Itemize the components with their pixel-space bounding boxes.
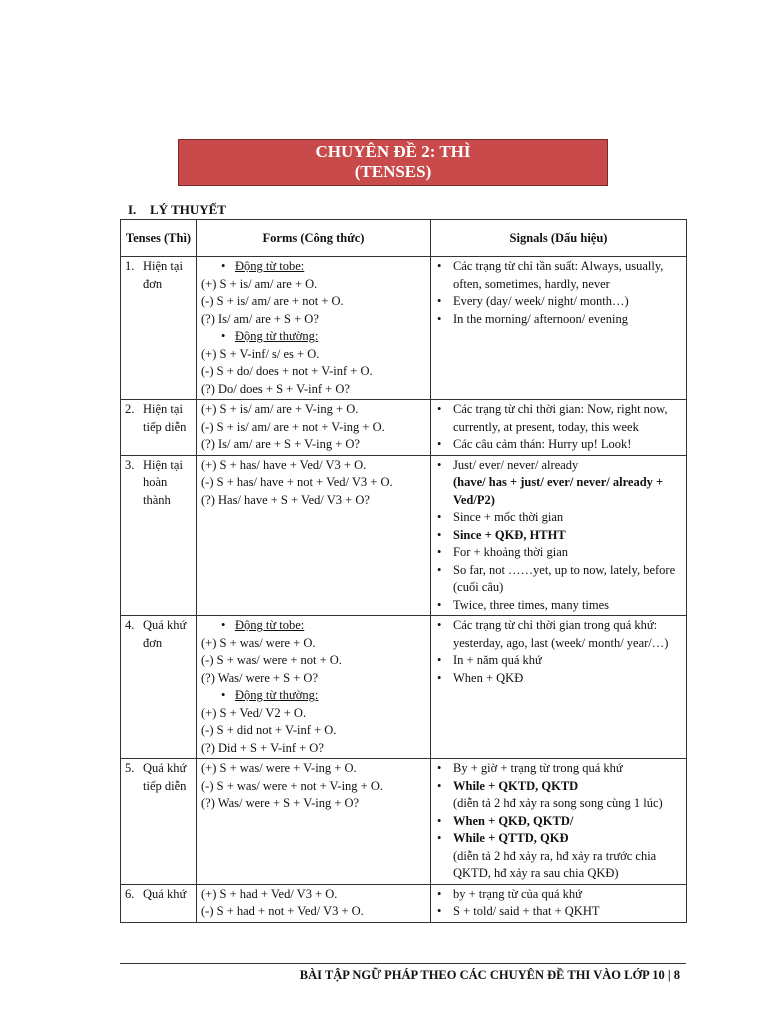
signals-list [435,401,682,454]
tense-name: Quá khứ tiếp diễn [143,761,187,793]
formula-line: (+) S + is/ am/ are + O. [201,276,318,291]
tense-number: 2. [125,402,135,416]
signal-item [435,401,682,436]
forms-cell [197,759,431,885]
table-row [121,257,687,400]
header-forms: Forms (Công thức) [197,220,431,257]
tense-cell [121,759,197,885]
signal-text: For + khoảng thời gian [453,545,569,559]
tense-cell [121,257,197,400]
tenses-table [120,219,687,923]
signals-list [435,617,682,687]
signal-item [435,760,682,778]
signal-item [435,597,682,615]
verb-type-heading: • Động từ tobe: [201,617,426,635]
tense-name: Hiện tại hoàn thành [143,457,183,507]
formula-line: (-) S + do/ does + not + V-inf + O. [201,364,373,378]
signal-item [435,617,682,652]
signals-list [435,258,682,328]
signals-cell [431,616,687,759]
formula-line: (?) Is/ am/ are + S + O? [201,311,319,326]
header-signals: Signals (Dấu hiệu) [431,220,687,257]
signal-text: When + QKĐ [453,670,524,685]
signal-item [435,652,682,670]
tense-name: Quá khứ đơn [143,618,187,650]
signal-text: Các trạng từ chỉ thời gian: Now, right now, currently, at present, today, this week [453,402,668,434]
signal-note: (diễn tả 2 hđ xảy ra, hđ xảy ra trước chia QKTD, hđ xảy ra sau chia QKĐ) [453,848,657,880]
signal-note: (diễn tả 2 hđ xảy ra song song cùng 1 lúc) [453,796,663,810]
tense-label [125,760,192,795]
formula-line: (-) S + is/ am/ are + not + O. [201,294,344,308]
signal-text: Every (day/ week/ night/ month…) [453,294,629,308]
formula-line: (?) Has/ have + S + Ved/ V3 + O? [201,492,370,507]
signal-text: S + told/ said + that + QKHT [453,904,600,918]
signal-note: (have/ has + just/ ever/ never/ already + Ved/P2) [453,475,664,507]
signals-list [435,886,682,921]
signal-text: While + QTTD, QKĐ [453,831,569,845]
table-row [121,759,687,885]
verb-type-heading: • Động từ tobe: [201,258,426,276]
formula-line: (-) S + did not + V-inf + O. [201,723,337,737]
tense-name: Quá khứ [143,886,187,901]
signal-text: When + QKĐ, QKTD/ [453,813,574,828]
signals-cell [431,759,687,885]
forms-cell [197,616,431,759]
signal-text: Các câu cảm thán: Hurry up! Look! [453,437,632,451]
signal-item [435,778,682,813]
section-label: LÝ THUYẾT [150,202,226,217]
signal-item [435,509,682,527]
formula-line: (+) S + Ved/ V2 + O. [201,705,307,720]
tense-cell [121,884,197,922]
title-line2: (TENSES) [354,162,432,181]
signals-list [435,457,682,615]
forms-cell [197,455,431,616]
signal-text: Các trạng từ chỉ tần suất: Always, usually, often, sometimes, hardly, never [453,259,664,291]
formula-line: (+) S + was/ were + O. [201,635,316,650]
tense-number: 3. [125,457,135,472]
signals-cell [431,257,687,400]
signal-text: In the morning/ afternoon/ evening [453,311,628,326]
formula-line: (-) S + has/ have + not + Ved/ V3 + O. [201,475,393,489]
signal-item [435,527,682,545]
verb-type-heading: • Động từ thường: [201,328,426,346]
signal-text: by + trạng từ của quá khứ [453,886,582,901]
table-row [121,400,687,456]
verb-type-heading: • Động từ thường: [201,687,426,705]
signal-item [435,436,682,454]
page-footer: BÀI TẬP NGỮ PHÁP THEO CÁC CHUYÊN ĐỀ THI VÀO LỚP 10 | 8 [299,968,680,982]
signal-item [435,293,682,311]
table-header-row [121,220,687,257]
forms-cell [197,257,431,400]
signal-item [435,258,682,293]
tense-number: 4. [125,618,135,632]
section-number: I. [128,202,137,217]
table-row [121,616,687,759]
formula-line: (-) S + is/ am/ are + not + V-ing + O. [201,419,385,434]
tense-label [125,886,192,904]
tense-name: Hiện tại tiếp diễn [143,402,187,434]
tense-number: 6. [125,886,135,901]
signal-item [435,457,682,510]
section-heading [128,202,226,218]
formula-line: (?) Was/ were + S + V-ing + O? [201,796,360,810]
formula-line: (+) S + has/ have + Ved/ V3 + O. [201,457,367,472]
signal-text: While + QKTD, QKTD [453,778,579,793]
header-tenses: Tenses (Thì) [121,220,197,257]
signal-text: Just/ ever/ never/ already [453,457,579,472]
tense-label [125,258,192,293]
signal-text: By + giờ + trạng từ trong quá khứ [453,761,623,775]
tense-label [125,401,192,436]
signals-list [435,760,682,883]
signal-text: Các trạng từ chỉ thời gian trong quá khứ: yesterday, ago, last (week/ month/ year/…) [453,618,669,650]
signal-text: Since + QKĐ, HTHT [453,527,566,542]
signals-cell [431,455,687,616]
formula-line: (+) S + had + Ved/ V3 + O. [201,886,338,901]
signal-item [435,813,682,831]
signal-item [435,311,682,329]
signal-text: Since + mốc thời gian [453,510,564,524]
formula-line: (+) S + V-inf/ s/ es + O. [201,346,320,361]
formula-line: (?) Is/ am/ are + S + V-ing + O? [201,437,360,451]
signal-text: In + năm quá khứ [453,653,542,667]
signal-item [435,562,682,597]
tense-cell [121,400,197,456]
signal-text: Twice, three times, many times [453,597,610,612]
formula-line: (+) S + was/ were + V-ing + O. [201,761,357,775]
signal-item [435,670,682,688]
formula-line: (?) Do/ does + S + V-inf + O? [201,381,350,396]
table-row [121,884,687,922]
title-banner [178,139,608,186]
title-line1: CHUYÊN ĐỀ 2: THÌ [315,142,471,161]
formula-line: (-) S + had + not + Ved/ V3 + O. [201,904,364,918]
forms-cell [197,884,431,922]
tense-label [125,457,192,510]
formula-line: (?) Was/ were + S + O? [201,670,318,685]
formula-line: (+) S + is/ am/ are + V-ing + O. [201,402,359,416]
forms-cell [197,400,431,456]
signals-cell [431,400,687,456]
tense-number: 5. [125,761,135,775]
signals-cell [431,884,687,922]
formula-line: (-) S + was/ were + not + V-ing + O. [201,778,384,793]
tense-cell [121,455,197,616]
signal-item [435,544,682,562]
tense-label [125,617,192,652]
signal-item [435,886,682,904]
formula-line: (?) Did + S + V-inf + O? [201,740,324,755]
footer-rule [120,963,686,964]
tense-number: 1. [125,259,135,273]
table-row [121,455,687,616]
tense-name: Hiện tại đơn [143,259,183,291]
tense-cell [121,616,197,759]
signal-text: So far, not ……yet, up to now, lately, before (cuối câu) [453,562,676,594]
signal-item [435,903,682,921]
signal-item [435,830,682,883]
formula-line: (-) S + was/ were + not + O. [201,653,342,667]
